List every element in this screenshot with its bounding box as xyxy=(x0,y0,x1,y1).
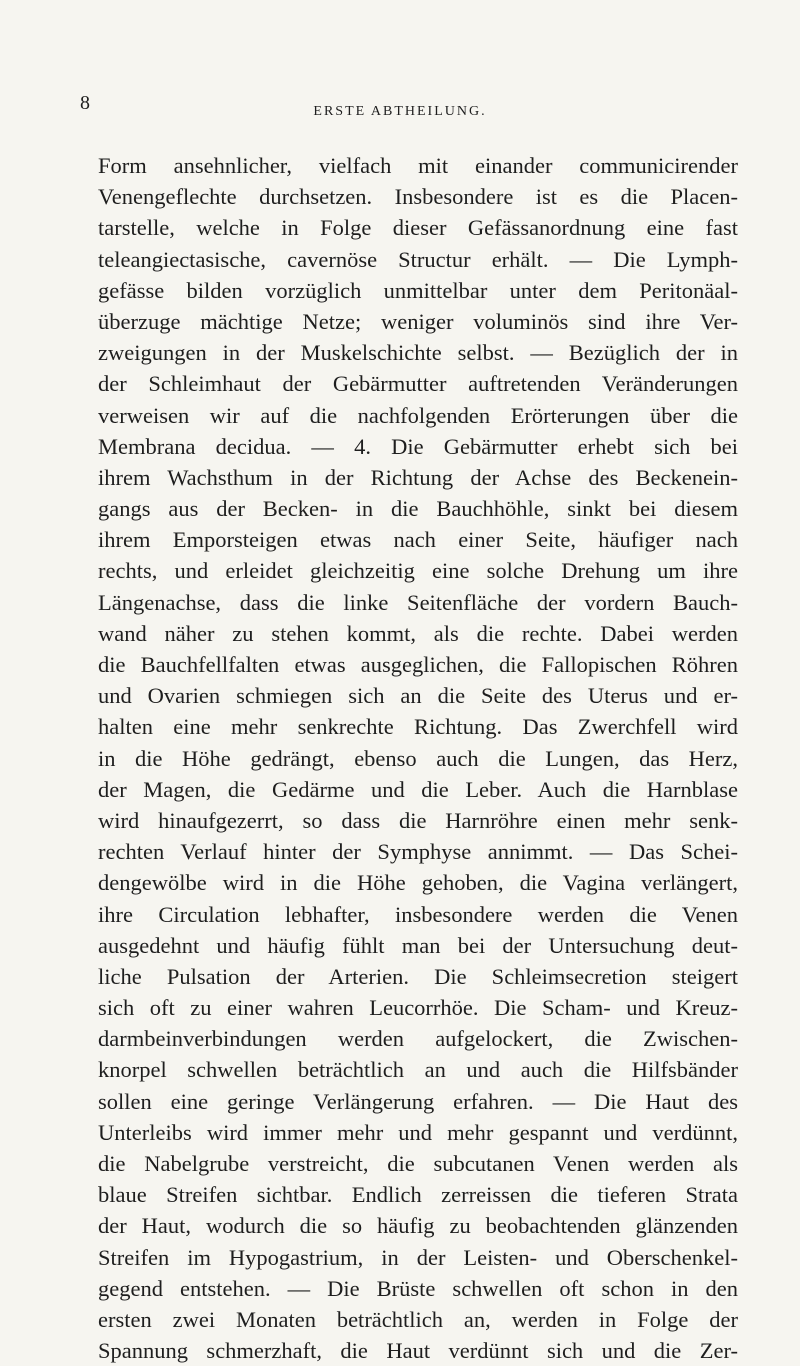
text-line: liche Pulsation der Arterien. Die Schleimsecretion steigert xyxy=(98,963,738,989)
body-text xyxy=(98,150,738,1366)
text-line: Unterleibs wird immer mehr und mehr gespannt und verdünnt, xyxy=(98,1119,738,1145)
text-line: Längenachse, dass die linke Seitenfläche der vordern Bauch- xyxy=(98,589,738,615)
text-line: Spannung schmerzhaft, die Haut verdünnt sich und die Zer- xyxy=(98,1338,738,1364)
text-line: gegend entstehen. — Die Brüste schwellen oft schon in den xyxy=(98,1275,738,1301)
text-line: die Bauchfellfalten etwas ausgeglichen, die Fallopischen Röhren xyxy=(98,652,738,677)
text-line: halten eine mehr senkrechte Richtung. Das Zwerchfell wird xyxy=(98,714,738,740)
text-line: rechts, und erleidet gleichzeitig eine solche Drehung um ihre xyxy=(98,558,738,584)
text-line: in die Höhe gedrängt, ebenso auch die Lungen, das Herz, xyxy=(98,745,738,771)
text-line: der Magen, die Gedärme und die Leber. Auch die Harnblase xyxy=(98,776,738,802)
text-line: ausgedehnt und häufig fühlt man bei der Untersuchung deut- xyxy=(98,932,738,958)
text-line: rechten Verlauf hinter der Symphyse annimmt. — Das Schei- xyxy=(98,839,738,865)
text-line: der Haut, wodurch die so häufig zu beobachtenden glänzenden xyxy=(98,1213,738,1239)
running-head: ERSTE ABTHEILUNG. xyxy=(313,104,487,119)
text-line: tarstelle, welche in Folge dieser Gefässanordnung eine fast xyxy=(98,215,738,241)
text-line: dengewölbe wird in die Höhe gehoben, die Vagina verlängert, xyxy=(98,870,738,896)
text-line: die Nabelgrube verstreicht, die subcutanen Venen werden als xyxy=(98,1151,738,1176)
page-number: 8 xyxy=(80,92,90,114)
text-line: Membrana decidua. — 4. Die Gebärmutter erhebt sich bei xyxy=(98,433,738,459)
text-line: gangs aus der Becken- in die Bauchhöhle, sinkt bei diesem xyxy=(98,496,738,522)
text-line: der Schleimhaut der Gebärmutter auftretenden Veränderungen xyxy=(98,371,738,397)
text-line: wird hinaufgezerrt, so dass die Harnröhre einen mehr senk- xyxy=(98,807,738,833)
text-line: ihrem Wachsthum in der Richtung der Achse des Beckenein- xyxy=(98,464,738,490)
text-line: gefässe bilden vorzüglich unmittelbar unter dem Peritonäal- xyxy=(98,277,738,303)
text-line: Streifen im Hypogastrium, in der Leisten- und Oberschenkel- xyxy=(98,1244,738,1270)
text-line: blaue Streifen sichtbar. Endlich zerreissen die tieferen Strata xyxy=(98,1182,738,1208)
text-line: und Ovarien schmiegen sich an die Seite des Uterus und er- xyxy=(98,683,738,709)
text-line: ihrem Emporsteigen etwas nach einer Seite, häufiger nach xyxy=(98,527,738,553)
text-line: sich oft zu einer wahren Leucorrhöe. Die Scham- und Kreuz- xyxy=(98,995,738,1021)
text-line: verweisen wir auf die nachfolgenden Erörterungen über die xyxy=(98,402,738,428)
text-line: Form ansehnlicher, vielfach mit einander communicirender xyxy=(98,153,738,178)
text-line: teleangiectasische, cavernöse Structur erhält. — Die Lymph- xyxy=(98,246,738,272)
text-line: sollen eine geringe Verlängerung erfahren. — Die Haut des xyxy=(98,1088,738,1114)
text-line: Venengeflechte durchsetzen. Insbesondere ist es die Placen- xyxy=(98,184,738,210)
text-line: ihre Circulation lebhafter, insbesondere werden die Venen xyxy=(98,901,738,927)
text-line: darmbeinverbindungen werden aufgelockert, die Zwischen- xyxy=(98,1026,738,1052)
text-line: überzuge mächtige Netze; weniger voluminös sind ihre Ver- xyxy=(98,308,738,334)
text-line: zweigungen in der Muskelschichte selbst. — Bezüglich der in xyxy=(98,340,738,366)
text-line: knorpel schwellen beträchtlich an und auch die Hilfsbänder xyxy=(98,1057,738,1083)
text-line: ersten zwei Monaten beträchtlich an, werden in Folge der xyxy=(98,1306,738,1332)
text-line: wand näher zu stehen kommt, als die rechte. Dabei werden xyxy=(98,620,738,646)
